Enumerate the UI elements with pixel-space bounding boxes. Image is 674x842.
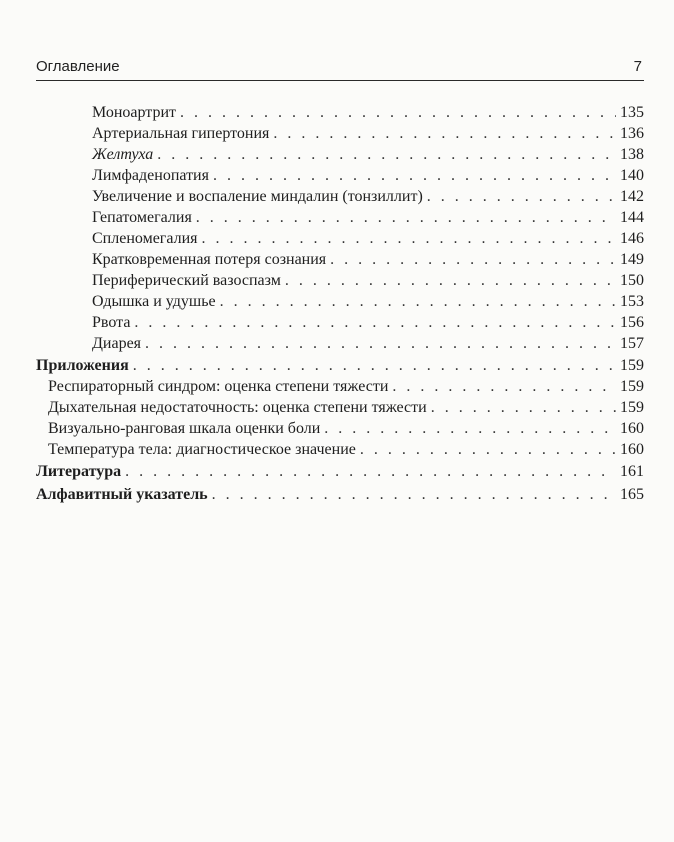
toc-section-label: Приложения — [36, 357, 129, 374]
toc-leader-dots — [392, 377, 616, 397]
header-page-number: 7 — [633, 58, 642, 75]
toc-leader-dots — [330, 250, 616, 270]
toc-entry-page: 159 — [620, 399, 644, 416]
toc-entry-label: Гепатомегалия — [92, 209, 192, 226]
toc-leader-dots — [125, 462, 616, 482]
toc-leader-dots — [180, 103, 616, 123]
toc-entry-label: Артериальная гипертония — [92, 125, 270, 142]
toc-leader-dots — [213, 166, 616, 186]
toc-entry-label: Рвота — [92, 314, 131, 331]
toc-section-index[interactable] — [36, 485, 644, 505]
toc-entry-page: 160 — [620, 420, 644, 437]
toc-entry-label: Желтуха — [92, 146, 154, 163]
toc-entry-label: Увеличение и воспаление миндалин (тонзиллит) — [92, 188, 423, 205]
toc-leader-dots — [134, 313, 616, 333]
toc-entry-dyspnea[interactable] — [92, 292, 644, 312]
toc-entry-label: Периферический вазоспазм — [92, 272, 281, 289]
toc-entry-hepatomegaly[interactable] — [92, 208, 644, 228]
toc-entry-label: Визуально-ранговая шкала оценки боли — [48, 420, 321, 437]
running-header — [36, 58, 644, 81]
toc-leader-dots — [427, 187, 616, 207]
toc-entry-label: Диарея — [92, 335, 142, 352]
toc-entry-label: Дыхательная недостаточность: оценка степени тяжести — [48, 399, 427, 416]
toc-entry-label: Одышка и удушье — [92, 293, 216, 310]
toc-entry-page: 140 — [620, 167, 644, 184]
toc-entry-label: Кратковременная потеря сознания — [92, 251, 327, 268]
toc-leader-dots — [431, 398, 616, 418]
toc-entry-page: 136 — [620, 125, 644, 142]
toc-entry-page: 153 — [620, 293, 644, 310]
toc-entry-page: 150 — [620, 272, 644, 289]
toc-section-literature[interactable] — [36, 462, 644, 482]
toc-section-page: 165 — [620, 486, 644, 503]
toc-entry-pain-scale[interactable] — [48, 419, 644, 439]
toc-entry-page: 144 — [620, 209, 644, 226]
toc-leader-dots — [157, 145, 616, 165]
toc-entry-tonsillitis[interactable] — [92, 187, 644, 207]
toc-entry-label: Моноартрит — [92, 104, 177, 121]
toc-entry-label: Спленомегалия — [92, 230, 198, 247]
toc-leader-dots — [273, 124, 616, 144]
toc-entry-label: Лимфаденопатия — [92, 167, 209, 184]
toc-section-page: 161 — [620, 463, 644, 480]
toc-entry-body-temperature[interactable] — [48, 440, 644, 460]
toc-entry-page: 138 — [620, 146, 644, 163]
toc-leader-dots — [324, 419, 616, 439]
toc-section-page: 159 — [620, 357, 644, 374]
toc-entry-jaundice[interactable] — [92, 145, 644, 165]
toc-entry-page: 142 — [620, 188, 644, 205]
toc-leader-dots — [285, 271, 616, 291]
toc-entry-respiratory-syndrome[interactable] — [48, 377, 644, 397]
toc-entry-hypertension[interactable] — [92, 124, 644, 144]
toc-entry-page: 157 — [620, 335, 644, 352]
header-title: Оглавление — [36, 58, 120, 75]
toc-entry-syncope[interactable] — [92, 250, 644, 270]
toc-entry-page: 156 — [620, 314, 644, 331]
toc-leader-dots — [360, 440, 616, 460]
toc-entry-label: Температура тела: диагностическое значение — [48, 441, 356, 458]
toc-entry-page: 146 — [620, 230, 644, 247]
toc-entry-vomiting[interactable] — [92, 313, 644, 333]
toc-entry-splenomegaly[interactable] — [92, 229, 644, 249]
toc-entry-vasospasm[interactable] — [92, 271, 644, 291]
toc-leader-dots — [202, 229, 616, 249]
toc-entry-lymphadenopathy[interactable] — [92, 166, 644, 186]
toc-entry-monoarthritis[interactable] — [92, 103, 644, 123]
toc-leader-dots — [196, 208, 616, 228]
toc-section-label: Литература — [36, 463, 122, 480]
toc-entry-respiratory-failure[interactable] — [48, 398, 644, 418]
toc-entry-page: 159 — [620, 378, 644, 395]
toc-entry-page: 160 — [620, 441, 644, 458]
toc-entry-page: 135 — [620, 104, 644, 121]
toc-leader-dots — [133, 356, 616, 376]
toc-section-appendix[interactable] — [36, 356, 644, 376]
toc-leader-dots — [145, 334, 616, 354]
toc-entry-label: Респираторный синдром: оценка степени тяжести — [48, 378, 389, 395]
toc-entry-page: 149 — [620, 251, 644, 268]
toc-leader-dots — [220, 292, 616, 312]
toc-section-label: Алфавитный указатель — [36, 486, 208, 503]
toc-entry-diarrhea[interactable] — [92, 334, 644, 354]
toc-leader-dots — [212, 485, 616, 505]
